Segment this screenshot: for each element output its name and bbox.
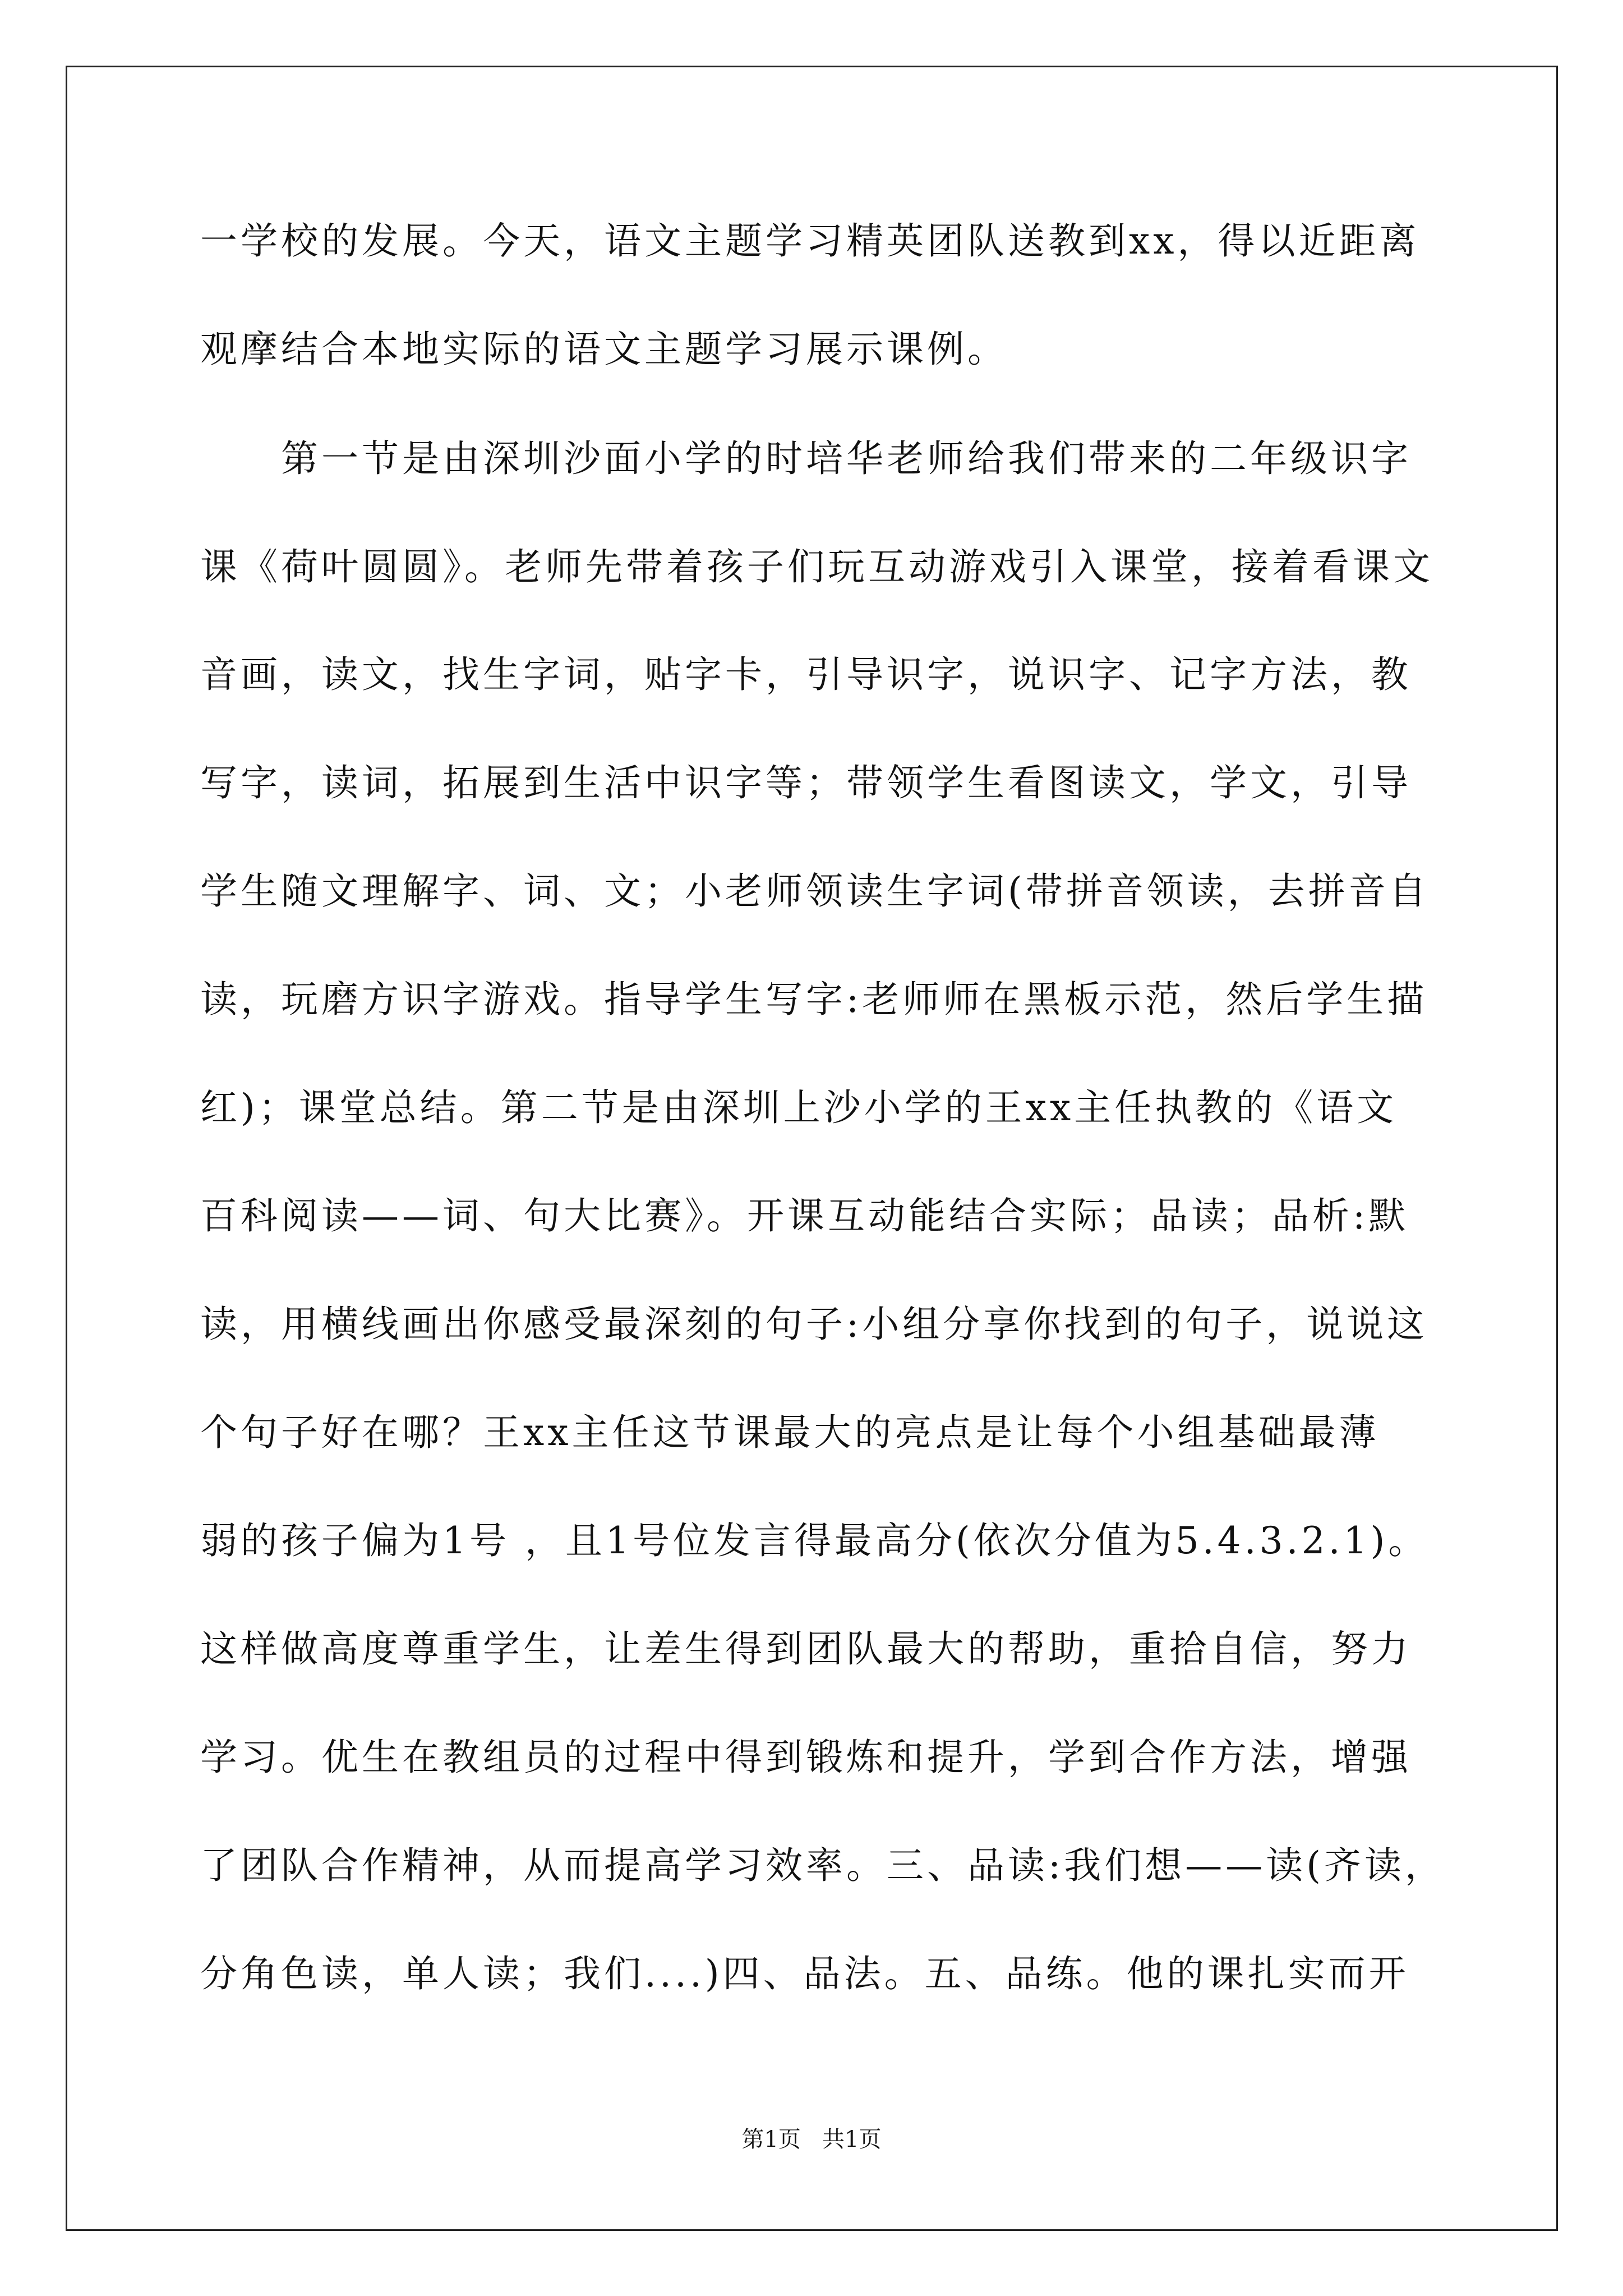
text-line: 观摩结合本地实际的语文主题学习展示课例。	[200, 328, 1008, 371]
text-line: 读，用横线画出你感受最深刻的句子:小组分享你找到的句子，说说这	[200, 1303, 1428, 1346]
text-line: 了团队合作精神，从而提高学习效率。三、品读:我们想——读(齐读，	[200, 1844, 1445, 1887]
text-line: 弱的孩子偏为1号 ，且1号位发言得最高分(依次分值为5.4.3.2.1)。	[200, 1519, 1429, 1562]
text-line: 红)；课堂总结。第二节是由深圳上沙小学的王xx主任执教的《语文	[200, 1086, 1398, 1129]
text-line: 百科阅读——词、句大比赛》。开课互动能结合实际；品读；品析:默	[200, 1194, 1409, 1237]
text-line: 一学校的发展。今天，语文主题学习精英团队送教到xx，得以近距离	[200, 219, 1420, 263]
text-line: 个句子好在哪？王xx主任这节课最大的亮点是让每个小组基础最薄	[200, 1411, 1380, 1454]
text-line: 第一节是由深圳沙面小学的时培华老师给我们带来的二年级识字	[200, 437, 1412, 480]
page-footer: 第1页 共1页	[741, 2127, 882, 2152]
text-line: 课《荷叶圆圆》。老师先带着孩子们玩互动游戏引入课堂，接着看课文	[200, 545, 1433, 588]
page-border	[66, 66, 1558, 2231]
text-line: 读，玩磨方识字游戏。指导学生写字:老师师在黑板示范，然后学生描	[200, 978, 1428, 1021]
text-line: 分角色读，单人读；我们....)四、品法。五、品练。他的课扎实而开	[200, 1952, 1409, 1995]
text-line: 学生随文理解字、词、文；小老师领读生字词(带拼音领读，去拼音自	[200, 869, 1430, 913]
text-line: 音画，读文，找生字词，贴字卡，引导识字，说识字、记字方法，教	[200, 653, 1412, 696]
text-line: 写字，读词，拓展到生活中识字等；带领学生看图读文，学文，引导	[200, 761, 1412, 804]
text-line: 学习。优生在教组员的过程中得到锻炼和提升，学到合作方法，增强	[200, 1736, 1412, 1779]
text-line: 这样做高度尊重学生，让差生得到团队最大的帮助，重拾自信，努力	[200, 1627, 1412, 1671]
